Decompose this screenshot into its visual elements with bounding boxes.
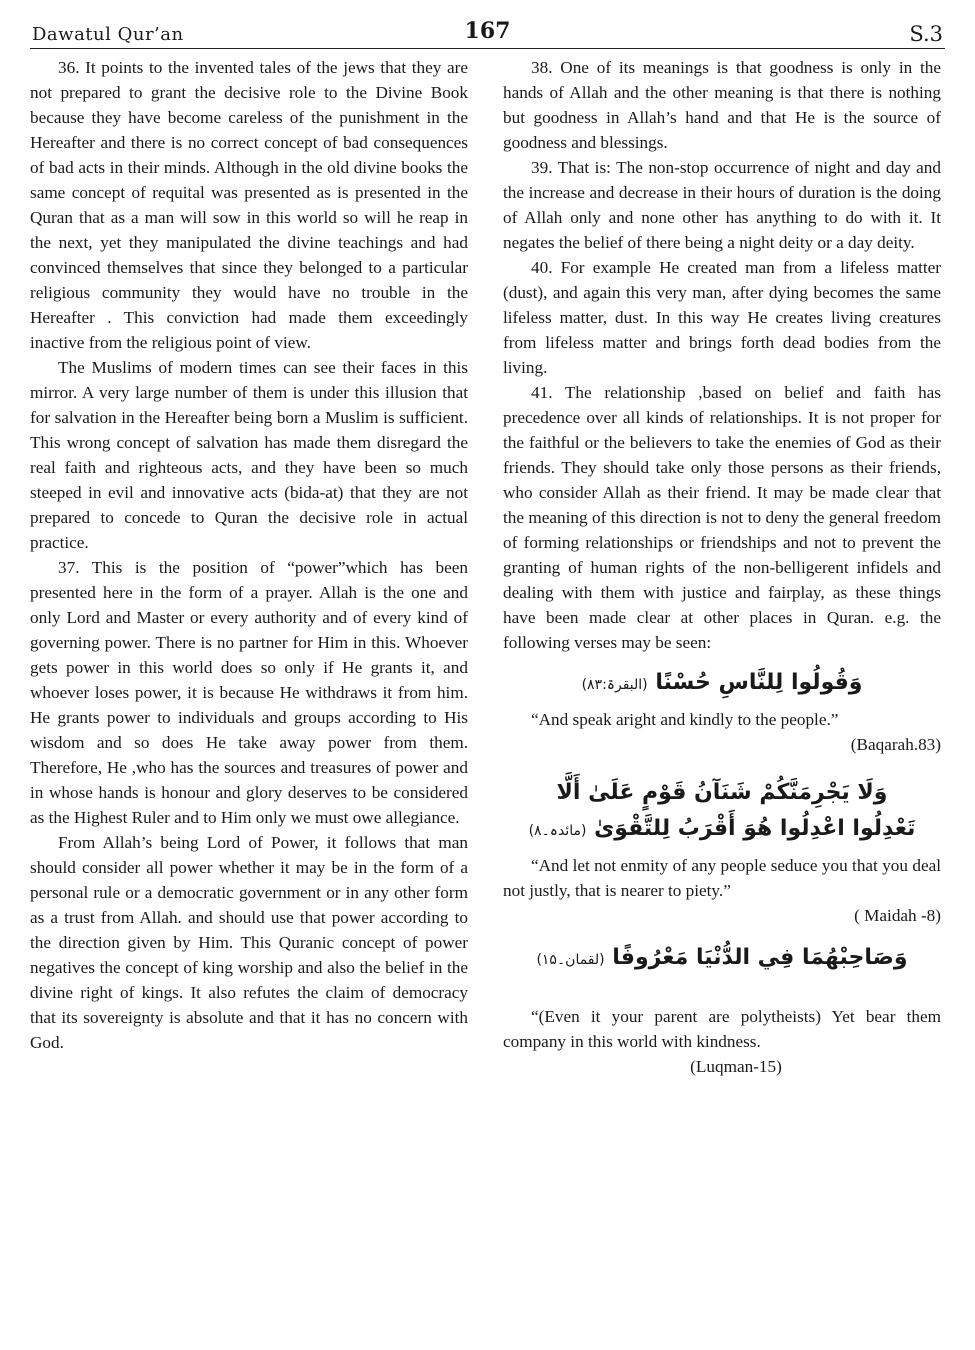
note-38-paragraph: 38. One of its meanings is that goodness is only in the hands of Allah and the other meaning is that there is nothing but goodness in Allah’s hand and that He is the source of goodness and blessings. [503,58,941,152]
verse-1-arabic [503,665,941,703]
verse-1-reference: (البقرۃ:۸۳) [581,677,648,693]
verse-1-translation: “And speak aright and kindly to the people.” [531,710,839,729]
note-40-paragraph: 40. For example He created man from a lifeless matter (dust), and again this very man, after dying becomes the same lifeless matter, dust. In this way He creates living creatures from lifeless matter and brings forth dead bodies from the living. [503,258,941,377]
muslims-paragraph: The Muslims of modern times can see their faces in this mirror. A very large number of them is under this illusion that for salvation in the Hereafter being born a Muslim is sufficient. This wrong concept of salvation has made them disregard the real faith and righteous acts, and they have been so much steeped in evil and innovative acts (bida-at) that they are not prepared to concede to Quran the decisive role in actual practice. [30,358,468,552]
verse-3-translation: “(Even it your parent are polytheists) Yet bear them company in this world with kindness. [503,1007,941,1051]
right-column [503,55,941,1079]
surah-label: S.3 [909,22,943,46]
book-title: Dawatul Qur’an [32,24,184,45]
power-paragraph: From Allah’s being Lord of Power, it follows that man should consider all power whether it may be in the form of a personal rule or a democratic government or in any other form as a trust from Allah. and should use that power according to the direction given by Him. This Quranic concept of power negatives the concept of king worship and also the belief in the divine right of kings. It also refutes the claim of democracy that its sovereignty is absolute and that it has no concern with God. [30,833,468,1052]
note-41-paragraph: 41. The relationship ,based on belief and faith has precedence over all kinds of relationships. It is not proper for the faithful or the believers to take the enemies of God as their friends. They should take only those persons as their friends, who consider Allah as their friend. It may be made clear that the meaning of this direction is not to deny the general freedom of forming relationships or friendships and not to prevent the granting of human rights of the non-belligerent infidels and dealing with them with justice and fairplay, as these things have been made clear at other places in Quran. e.g. the following verses may be seen: [503,383,941,652]
note-36-paragraph: 36. It points to the invented tales of the jews that they are not prepared to grant the decisive role to the Divine Book because they have become careless of the punishment in the Hereafter and there is no correct concept of bad consequences of bad acts in their minds. Although in the old divine books the same concept of requital was presented as is presented in the Quran that as a man will sow in this world so will he reap in the next, yet they manipulated the divine teachings and had convinced themselves that since they belonged to a particular religious community they would have no trouble in the Hereafter . This conviction had made them exceedingly inactive from the religious point of view. [30,58,468,352]
verse-2-line-2: تَعْدِلُوا اعْدِلُوا هُوَ أَقْرَبُ لِلتَّقْوَىٰ [594,816,916,841]
note-39-paragraph: 39. That is: The non-stop occurrence of night and day and the increase and decrease in their hours of duration is the doing of Allah only and none other has anything to do with it. It negates the belief of there being a night deity or a day deity. [503,158,941,252]
verse-3-arabic [503,940,941,978]
verse-1-citation: (Baqarah.83) [850,735,941,754]
page-number: 167 [464,18,511,44]
verse-3-reference: (لقمان۔۱۵) [536,952,605,968]
verse-3-citation: (Luqman-15) [690,1057,782,1076]
verse-2-arabic [503,775,941,849]
verse-2-citation: ( Maidah -8) [854,906,941,925]
left-column [30,55,468,1055]
verse-2-translation: “And let not enmity of any people seduce you that you deal not justly, that is nearer to piety.” [503,856,941,900]
verse-1-text: وَقُولُوا لِلنَّاسِ حُسْنًا [655,670,863,695]
note-37-paragraph: 37. This is the position of “power”which has been presented here in the form of a prayer. Allah is the one and only Lord and Master or every authority and of every kind of governing power. There is no partner for Him in this. Whoever gets power in this world does so only if He grants it, and whoever loses power, it is because He withdraws it from him. He grants power to individuals and groups according to His wisdom and so does He take away power from them. Therefore, He ,who has the sources and treasures of power and in whose hands is honour and glory deserves to be considered as the Highest Ruler and to Him only we must owe allegiance. [30,558,468,827]
verse-3-text: وَصَاحِبْهُمَا فِي الدُّنْيَا مَعْرُوفًا [612,945,908,970]
page-header [30,18,945,49]
verse-2-reference: (مائدہ۔۸) [528,823,587,839]
verse-2-line-1: وَلَا يَجْرِمَنَّكُمْ شَنَآنُ قَوْمٍ عَلَىٰ أَلَّا [556,780,888,805]
